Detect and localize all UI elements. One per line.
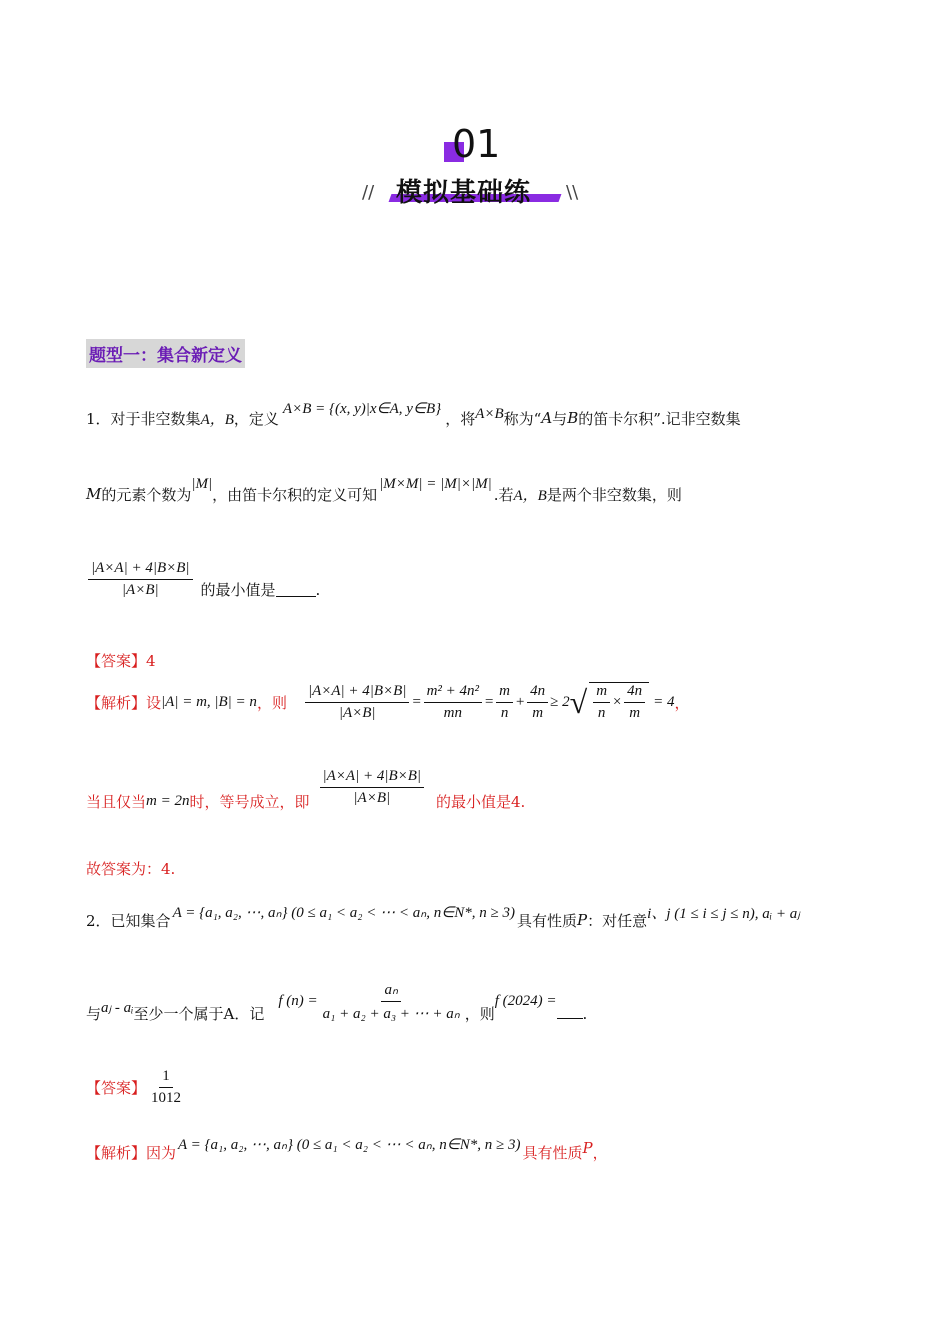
q1-line3 xyxy=(86,560,320,599)
a1-comma: ， xyxy=(674,693,690,712)
q1-text-i: .若 xyxy=(493,485,514,504)
a2-answer-label: 【答案】 xyxy=(86,1079,147,1097)
q2-text-f: ，则 xyxy=(464,1005,495,1023)
q1-abs-m: |M| xyxy=(191,475,213,492)
q1-def-formula: A×B = {(x, y)|x∈A, y∈B} xyxy=(282,400,442,417)
a1-sqrt-sign: √ xyxy=(569,684,588,720)
q2-text-c: ：对任意 xyxy=(587,911,648,930)
a1-eq-val: = 4 xyxy=(653,693,675,710)
q1-text-b: ，定义 xyxy=(233,409,279,428)
q1-var-ab-2: A，B xyxy=(513,487,547,504)
q1-line1 xyxy=(86,398,741,438)
q1-text-h: ，由笛卡尔积的定义可知 xyxy=(212,485,378,504)
a1-frac-5-den: |A×B| xyxy=(353,790,391,806)
q2-blank xyxy=(557,1004,583,1019)
a1-text-c: 当且仅当 xyxy=(86,793,147,811)
a1-frac-4-den: m xyxy=(532,704,544,721)
a1-frac-4-num: 4n xyxy=(527,683,548,703)
a1-sfrac-1-den: n xyxy=(597,705,606,721)
q1-var-b: B xyxy=(567,409,579,427)
a1-answer xyxy=(86,650,156,671)
a1-math-block xyxy=(303,682,675,722)
q2-f2024: f (2024) = xyxy=(494,993,557,1009)
a1-frac-2-num: m² + 4n² xyxy=(424,683,482,703)
q2-line2 xyxy=(86,980,587,1023)
q1-blank xyxy=(276,582,316,597)
a1-frac-1-den: |A×B| xyxy=(338,704,376,721)
a1-sfrac-2 xyxy=(624,683,645,722)
a1-text-e: 的最小值是4. xyxy=(436,793,526,811)
q2-line1 xyxy=(86,892,800,932)
q2-text-a: 已知集合 xyxy=(110,911,171,930)
q1-number: 1． xyxy=(86,409,111,428)
q1-axb: A×B xyxy=(475,405,504,422)
a1-sfrac-2-den: m xyxy=(629,705,641,721)
q1-frac-num: |A×A| + 4|B×B| xyxy=(88,560,193,580)
header-badge xyxy=(360,122,590,212)
a2-set-formula: A = {a₁, a₂, ⋯, aₙ} (0 ≤ a₁ < a₂ < ⋯ < aₙ, n∈N*, n ≥ 3) xyxy=(178,1136,521,1153)
q1-text-f: 的笛卡尔积”.记非空数集 xyxy=(578,409,741,428)
q2-number: 2． xyxy=(86,911,111,930)
slash-right-decor: \\ xyxy=(566,182,579,203)
q1-var-ab: A，B xyxy=(200,411,234,428)
a1-solution-label: 【解析】 xyxy=(86,693,147,712)
q1-fraction xyxy=(88,560,193,599)
a1-sfrac-1-num: m xyxy=(593,683,610,703)
q2-text-g: . xyxy=(582,1004,588,1023)
q1-text-c: ，将 xyxy=(445,409,476,428)
a1-answer-value: 4 xyxy=(146,652,156,670)
a1-sfrac-1 xyxy=(593,683,610,722)
a2-answer-frac xyxy=(148,1068,184,1107)
q2-set-formula: A = {a₁, a₂, ⋯, aₙ} (0 ≤ a₁ < a₂ < ⋯ < aₙ, n∈N*, n ≥ 3) xyxy=(172,904,516,921)
a1-frac-4 xyxy=(527,683,548,722)
a2-text-a: 因为 xyxy=(146,1143,177,1162)
a1-answer-label: 【答案】 xyxy=(86,652,147,670)
a1-eq-2: = xyxy=(484,693,495,710)
q2-fn: f (n) = xyxy=(278,993,318,1009)
a1-solution-line2 xyxy=(86,768,526,811)
a1-frac-5-num: |A×A| + 4|B×B| xyxy=(320,768,425,788)
q2-var-p: P xyxy=(577,911,588,929)
a1-frac-1 xyxy=(305,683,410,722)
a2-answer-den: 1012 xyxy=(151,1090,182,1106)
q2-fn-den: a₁ + a₂ + a₃ + ⋯ + aₙ xyxy=(322,1006,460,1022)
a2-solution-line1 xyxy=(86,1124,608,1164)
section-number: 01 xyxy=(452,122,501,166)
a2-text-b: 具有性质 xyxy=(522,1143,583,1162)
q1-text-a: 对于非空数集 xyxy=(110,409,201,428)
a2-answer-num: 1 xyxy=(159,1068,173,1088)
a1-ge: ≥ 2 xyxy=(550,693,570,710)
a1-times: × xyxy=(612,694,623,710)
a1-sqrt-body xyxy=(589,682,649,722)
a2-var-p: P xyxy=(582,1139,593,1157)
a1-frac-5 xyxy=(320,768,425,807)
a1-text-a: 设 xyxy=(146,693,162,712)
q1-var-m: M xyxy=(86,485,102,503)
section-tag: 题型一：集合新定义 xyxy=(86,339,245,368)
a2-text-c: ， xyxy=(592,1143,608,1162)
a1-solution-line1 xyxy=(86,682,690,722)
a1-plus: + xyxy=(515,693,526,710)
a1-set-formula: |A| = m, |B| = n xyxy=(161,693,257,710)
a1-frac-3-num: m xyxy=(496,683,513,703)
q1-text-d: 称为“ xyxy=(503,409,542,428)
q1-text-k: 的最小值是 xyxy=(200,581,276,599)
a1-frac-2 xyxy=(424,683,482,722)
q2-fn-frac xyxy=(320,980,463,1023)
q1-text-l: . xyxy=(315,580,321,599)
a1-eq-1: = xyxy=(411,693,422,710)
a1-frac-1-num: |A×A| + 4|B×B| xyxy=(305,683,410,703)
a1-frac-2-den: mn xyxy=(443,704,462,721)
q2-text-e: 至少一个属于A．记 xyxy=(133,1005,265,1023)
section-title: 模拟基础练 xyxy=(396,178,532,208)
slash-left-decor: // xyxy=(362,182,375,203)
q1-card-formula: |M×M| = |M|×|M| xyxy=(379,475,492,492)
a1-text-d: 时，等号成立，即 xyxy=(189,793,310,811)
a1-frac-3-den: n xyxy=(500,704,509,721)
q1-line2 xyxy=(86,474,682,514)
a1-sfrac-2-num: 4n xyxy=(624,683,645,703)
q2-ij-formula: i、j (1 ≤ i ≤ j ≤ n), aᵢ + aⱼ xyxy=(647,905,800,922)
q2-fn-num: aₙ xyxy=(381,980,400,1002)
q1-text-j: 是两个非空数集，则 xyxy=(546,485,682,504)
q2-aj-ai: aⱼ - aᵢ xyxy=(101,1000,134,1016)
q2-text-d: 与 xyxy=(86,1005,102,1023)
q1-text-g: 的元素个数为 xyxy=(101,485,192,504)
q2-text-b: 具有性质 xyxy=(517,911,578,930)
a1-cond: m = 2n xyxy=(146,793,190,809)
a1-solution-line3: 故答案为：4. xyxy=(86,860,176,878)
q1-text-e: 与 xyxy=(552,409,568,428)
a1-frac-3 xyxy=(496,683,513,722)
q1-frac-den: |A×B| xyxy=(121,582,159,598)
a1-text-b: ，则 xyxy=(256,693,287,712)
q1-var-a: A xyxy=(541,409,553,427)
a2-answer xyxy=(86,1068,186,1107)
a2-solution-label: 【解析】 xyxy=(86,1143,147,1162)
